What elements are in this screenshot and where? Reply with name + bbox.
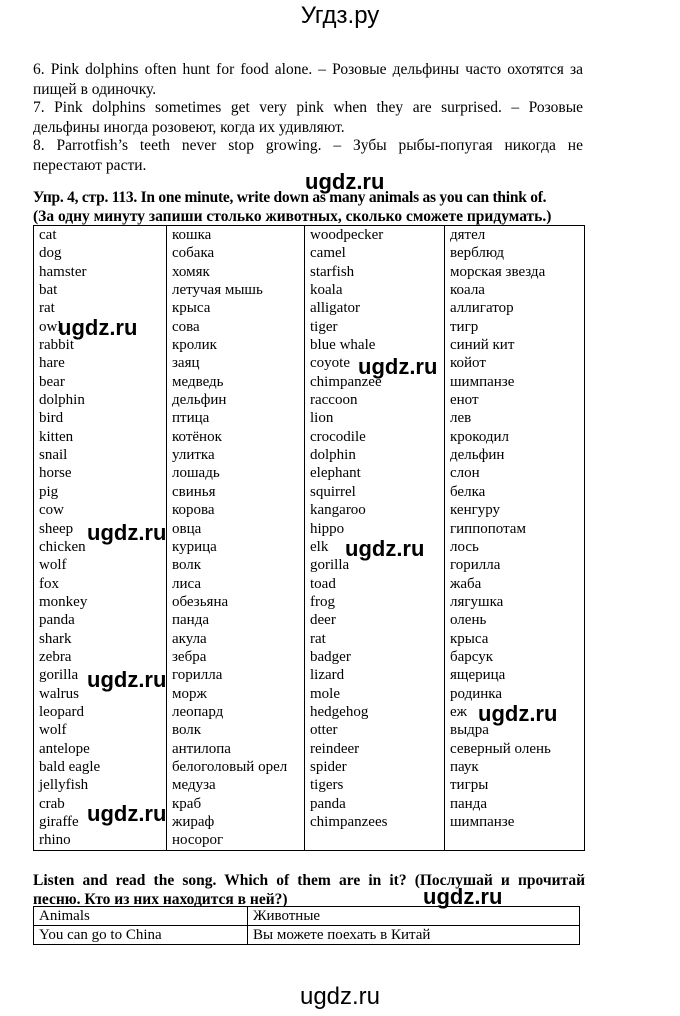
animal-en-left: rabbit [34,336,167,354]
exercise-heading-ru: (За одну минуту запиши столько животных, сколько сможете придумать.) [33,208,552,225]
animals-table-row [34,556,585,574]
animal-en-left: rat [34,299,167,317]
animal-ru-left: медведь [167,373,305,391]
animal-en-right: blue whale [305,336,445,354]
animals-table-row [34,354,585,372]
animal-ru-left: свинья [167,483,305,501]
animal-ru-right: лягушка [445,593,585,611]
animal-en-right: koala [305,281,445,299]
animal-en-right: camel [305,244,445,262]
song-heading-line-2: песню. Кто из них находится в ней?) [33,891,288,908]
animals-table-row [34,281,585,299]
exercise-heading-en: Упр. 4, стр. 113. In one minute, write down as many animals as you can think of. [33,189,547,206]
animal-ru-left: лиса [167,575,305,593]
animal-ru-left: кролик [167,336,305,354]
animal-en-right: starfish [305,263,445,281]
animals-table-row [34,409,585,427]
animal-en-left: pig [34,483,167,501]
animal-en-right: lion [305,409,445,427]
animal-ru-right: северный олень [445,740,585,758]
watermark: ugdz.ru [478,701,558,726]
animal-en-left: bear [34,373,167,391]
animal-ru-right: лось [445,538,585,556]
animals-table-row [34,483,585,501]
watermark: ugdz.ru [87,520,167,545]
animal-en-right: panda [305,795,445,813]
animal-ru-right: горилла [445,556,585,574]
animal-ru-left: леопард [167,703,305,721]
animal-en-left: jellyfish [34,776,167,794]
animal-ru-left: горилла [167,666,305,684]
animal-ru-right: шимпанзе [445,813,585,831]
animal-ru-left: собака [167,244,305,262]
animal-ru-right: дятел [445,226,585,245]
animals-table-row [34,244,585,262]
animal-ru-right: кенгуру [445,501,585,519]
animal-en-left: cow [34,501,167,519]
animal-ru-right: еж [445,703,585,721]
animal-ru-left: корова [167,501,305,519]
animal-ru-right: крокодил [445,428,585,446]
animal-ru-left: обезьяна [167,593,305,611]
animal-ru-right [445,831,585,850]
animal-ru-left: жираф [167,813,305,831]
animal-ru-left: панда [167,611,305,629]
watermark: ugdz.ru [58,315,138,340]
animal-ru-left: зебра [167,648,305,666]
animal-ru-left: белоголовый орел [167,758,305,776]
animal-en-left: monkey [34,593,167,611]
animal-en-right: reindeer [305,740,445,758]
animal-ru-right: барсук [445,648,585,666]
animal-en-right: toad [305,575,445,593]
animal-en-right: deer [305,611,445,629]
animal-ru-left: крыса [167,299,305,317]
animal-en-right: alligator [305,299,445,317]
animal-en-right: hedgehog [305,703,445,721]
animal-en-left: cat [34,226,167,245]
animal-ru-left: овца [167,520,305,538]
animal-ru-right: коала [445,281,585,299]
animal-en-left: shark [34,630,167,648]
animal-ru-left: антилопа [167,740,305,758]
animal-ru-right: морская звезда [445,263,585,281]
animal-ru-right: ящерица [445,666,585,684]
animal-ru-left: курица [167,538,305,556]
animal-ru-right: выдра [445,721,585,739]
animal-ru-left: птица [167,409,305,427]
song-heading-line-1: Listen and read the song. Which of them are in it? (Послушай и прочитай [33,872,585,889]
animal-en-right: dolphin [305,446,445,464]
animal-ru-right: белка [445,483,585,501]
site-footer: ugdz.ru [299,983,381,1010]
animal-ru-right: родинка [445,685,585,703]
animals-table-row [34,611,585,629]
song-cell-en: You can go to China [34,926,248,945]
animal-en-left: chicken [34,538,167,556]
animal-en-left: antelope [34,740,167,758]
animal-ru-right: шимпанзе [445,373,585,391]
animal-en-left: wolf [34,556,167,574]
animals-table-row [34,391,585,409]
animal-en-right: mole [305,685,445,703]
animal-en-left: bald eagle [34,758,167,776]
animals-table-row [34,776,585,794]
animal-ru-left: заяц [167,354,305,372]
animal-en-left: wolf [34,721,167,739]
animal-en-left: crab [34,795,167,813]
animals-table-row [34,575,585,593]
animals-table-row [34,464,585,482]
paragraph-7 [33,98,583,137]
animal-ru-left: медуза [167,776,305,794]
song-row [34,926,580,945]
animals-table-row [34,630,585,648]
animal-en-left: panda [34,611,167,629]
watermark: ugdz.ru [345,536,425,561]
animal-en-left: sheep [34,520,167,538]
animal-ru-right: тигры [445,776,585,794]
watermark: ugdz.ru [305,169,385,194]
paragraph-6-line-1: 6. Pink dolphins often hunt for food alone. – Розовые дельфины часто охотятся за [33,61,583,78]
animals-table-row [34,446,585,464]
song-table [33,906,580,945]
animal-en-right: coyote [305,354,445,372]
animal-ru-right: слон [445,464,585,482]
animals-table-row [34,373,585,391]
animal-ru-right: синий кит [445,336,585,354]
animal-en-right: kangaroo [305,501,445,519]
animal-ru-right: паук [445,758,585,776]
animal-ru-left: лошадь [167,464,305,482]
animal-ru-right: олень [445,611,585,629]
paragraph-7-line-2: дельфины иногда розовеют, когда их удивляют. [33,118,345,136]
animal-en-right: hippo [305,520,445,538]
animal-en-left: walrus [34,685,167,703]
animal-en-right: lizard [305,666,445,684]
paragraph-6 [33,60,583,99]
animal-en-right: chimpanzee [305,373,445,391]
animal-ru-left: сова [167,318,305,336]
animals-table-row [34,648,585,666]
animal-en-right: frog [305,593,445,611]
animal-ru-right: крыса [445,630,585,648]
animal-ru-left: улитка [167,446,305,464]
paragraph-8-line-2: перестают расти. [33,156,147,174]
animal-ru-left: волк [167,721,305,739]
animal-en-left: kitten [34,428,167,446]
animal-ru-left: кошка [167,226,305,245]
animals-table-row [34,758,585,776]
animal-en-left: hamster [34,263,167,281]
animal-ru-left: морж [167,685,305,703]
animal-en-left: dog [34,244,167,262]
animal-en-left: hare [34,354,167,372]
animal-en-left: giraffe [34,813,167,831]
animal-en-left: leopard [34,703,167,721]
animal-en-right: tiger [305,318,445,336]
song-cell-ru: Животные [248,907,580,926]
animal-ru-left: летучая мышь [167,281,305,299]
animal-ru-right: панда [445,795,585,813]
animal-en-left: horse [34,464,167,482]
watermark: ugdz.ru [358,354,438,379]
animals-table-row [34,831,585,850]
animals-table-row [34,226,585,245]
animal-ru-right: койот [445,354,585,372]
animal-en-right: elephant [305,464,445,482]
animal-ru-left: краб [167,795,305,813]
song-cell-ru: Вы можете поехать в Китай [248,926,580,945]
song-row [34,907,580,926]
animal-ru-left: волк [167,556,305,574]
animal-en-left: bird [34,409,167,427]
animal-en-left: dolphin [34,391,167,409]
animals-table-row [34,593,585,611]
animal-ru-right: лев [445,409,585,427]
animal-ru-left: хомяк [167,263,305,281]
animals-table-row [34,501,585,519]
watermark: ugdz.ru [87,667,167,692]
animal-en-left: gorilla [34,666,167,684]
animal-en-right: gorilla [305,556,445,574]
paragraph-7-line-1: 7. Pink dolphins sometimes get very pink when they are surprised. – Розовые [33,99,583,116]
song-cell-en: Animals [34,907,248,926]
animal-en-left: owl [34,318,167,336]
animal-en-right [305,831,445,850]
animal-en-right: squirrel [305,483,445,501]
animals-table-row [34,263,585,281]
animal-en-left: snail [34,446,167,464]
animal-en-right: otter [305,721,445,739]
animal-ru-right: верблюд [445,244,585,262]
animal-ru-left: акула [167,630,305,648]
animal-ru-right: дельфин [445,446,585,464]
animal-en-left: zebra [34,648,167,666]
animal-en-right: elk [305,538,445,556]
animal-ru-right: жаба [445,575,585,593]
animal-en-right: tigers [305,776,445,794]
animal-ru-right: енот [445,391,585,409]
animal-en-right: raccoon [305,391,445,409]
animals-table-row [34,428,585,446]
animal-en-right: badger [305,648,445,666]
animal-en-left: bat [34,281,167,299]
animal-en-right: crocodile [305,428,445,446]
watermark: ugdz.ru [87,801,167,826]
animal-en-right: woodpecker [305,226,445,245]
animal-ru-left: дельфин [167,391,305,409]
animal-en-left: rhino [34,831,167,850]
animal-ru-left: котёнок [167,428,305,446]
animal-en-left: fox [34,575,167,593]
animal-ru-right: гиппопотам [445,520,585,538]
animal-ru-right: тигр [445,318,585,336]
paragraph-6-line-2: пищей в одиночку. [33,80,157,98]
animal-en-right: rat [305,630,445,648]
paragraph-8-line-1: 8. Parrotfish’s teeth never stop growing. – Зубы рыбы-попугая никогда не [33,137,583,154]
animal-en-right: chimpanzees [305,813,445,831]
animal-ru-left: носорог [167,831,305,850]
animal-en-right: spider [305,758,445,776]
animals-table-row [34,740,585,758]
site-header: Угдз.ру [300,2,380,29]
animal-ru-right: аллигатор [445,299,585,317]
watermark: ugdz.ru [423,884,503,909]
